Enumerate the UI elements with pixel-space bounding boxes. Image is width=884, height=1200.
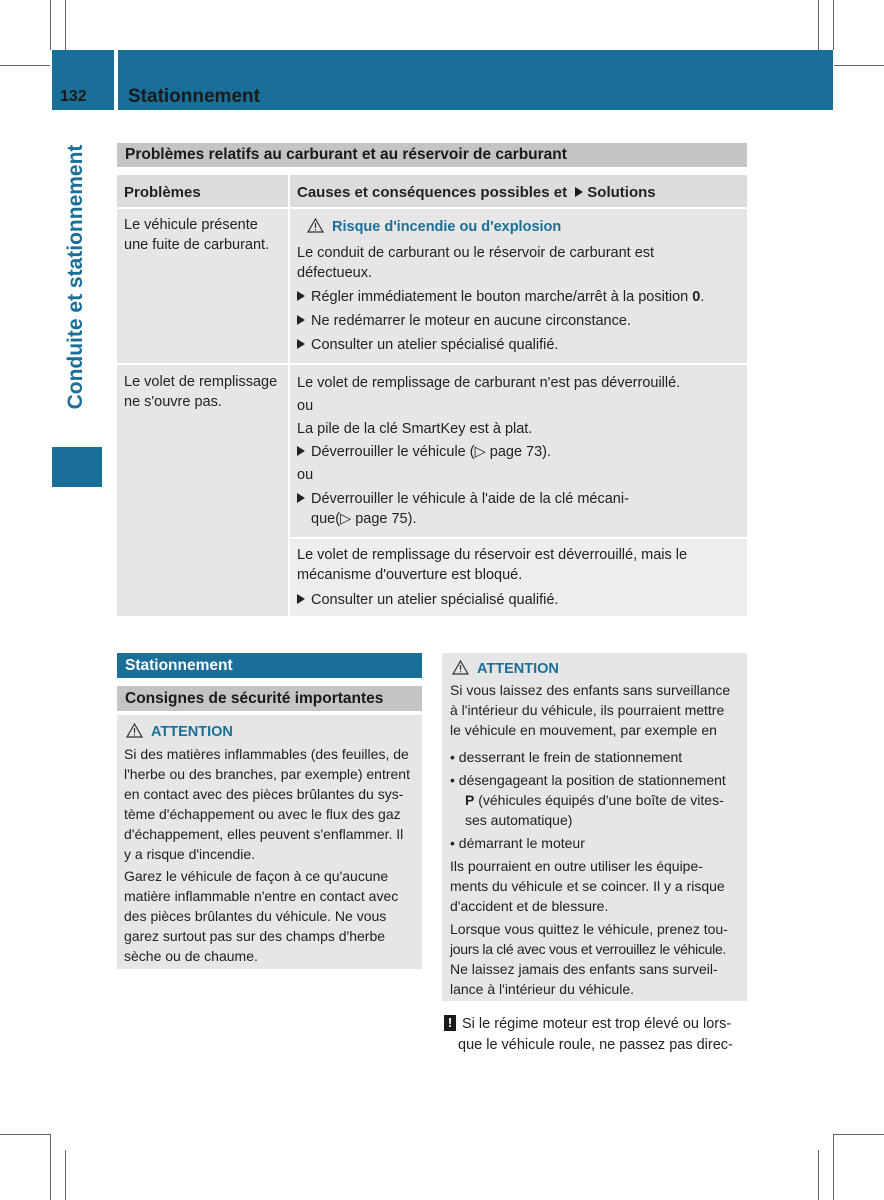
row2-step1-text: Déverrouiller le véhicule (▷ page 73). — [311, 444, 552, 460]
bullet-text: (véhicules équipés d'une boîte de vites- — [474, 792, 724, 808]
row1-step1-text: Régler immédiatement le bouton marche/arrêt à la position — [311, 289, 689, 305]
row1-problem-cell — [117, 209, 288, 363]
row1-causes-cell — [290, 209, 747, 363]
text-line: en contact avec des pièces brûlantes du sys- — [124, 786, 404, 802]
step-arrow-icon — [297, 315, 305, 325]
step-arrow-icon — [297, 493, 305, 503]
warning-icon — [126, 723, 143, 738]
step-arrow-icon — [297, 446, 305, 456]
page-number: 132 — [60, 88, 87, 105]
crop-mark — [833, 1134, 834, 1200]
text-line: sèche ou de chaume. — [124, 948, 258, 964]
header-title-bar — [118, 50, 833, 110]
row1-step2 — [297, 311, 741, 331]
bullet-text: désengageant la position de stationnement — [458, 772, 726, 788]
text-line: des pièces brûlantes du véhicule. Ne vous — [124, 908, 387, 924]
crop-mark — [50, 1134, 51, 1200]
row1-step3-text: Consulter un atelier spécialisé qualifié. — [311, 337, 559, 353]
left-warning-heading — [124, 721, 416, 742]
col-causes-label: Causes et conséquences possibles et — [297, 184, 568, 201]
crop-mark — [50, 0, 51, 50]
left-para1 — [124, 744, 416, 864]
page-number-bar — [52, 50, 114, 110]
col-problems-label: Problèmes — [124, 184, 201, 201]
row3-line1: Le volet de remplissage du réservoir est déverrouillé, mais le — [297, 547, 688, 563]
left-warning-label: ATTENTION — [151, 724, 233, 740]
note-line-1 — [444, 1014, 749, 1035]
table-title-text: Problèmes relatifs au carburant et au réservoir de carburant — [125, 146, 567, 163]
row1-warning-text: Risque d'incendie ou d'explosion — [332, 219, 562, 235]
row3-causes-cell — [290, 539, 747, 616]
note-block — [444, 1014, 749, 1056]
text-line: Si vous laissez des enfants sans surveillance — [450, 682, 731, 698]
text-line: Ne laissez jamais des enfants sans surveil- — [450, 961, 718, 977]
row1-step1 — [297, 287, 741, 307]
warning-icon — [452, 660, 469, 675]
right-bullet-2: • désengageant la position de stationnement — [450, 772, 726, 788]
row2-step2-cont: que(▷ page 75). — [311, 511, 417, 527]
text-line: Ils pourraient en outre utiliser les équipe- — [450, 858, 703, 874]
text-line: ments du véhicule et se coincer. Il y a risque — [450, 878, 725, 894]
row3-step1-text: Consulter un atelier spécialisé qualifié. — [311, 592, 559, 608]
text-line: y a risque d'incendie. — [124, 846, 256, 862]
text-line: garez surtout pas sur des champs d'herbe — [124, 928, 386, 944]
warning-icon — [307, 218, 324, 233]
row2-step2-text-a: Déverrouiller le véhicule à l'aide de la clé mécani- — [311, 491, 629, 507]
crop-mark — [834, 65, 884, 66]
crop-mark — [0, 1134, 50, 1135]
table-header-problems — [117, 175, 288, 207]
text-line: d'échappement, elles peuvent s'enflammer. Il — [124, 826, 404, 842]
text-line: Garez le véhicule de façon à ce qu'aucune — [124, 868, 389, 884]
row2-or1: ou — [297, 398, 314, 414]
crop-mark — [0, 65, 50, 66]
row3-step1 — [297, 590, 741, 610]
text-line: l'herbe ou des branches, par exemple) entrent — [124, 766, 410, 782]
row2-line2: La pile de la clé SmartKey est à plat. — [297, 421, 533, 437]
row1-step1-position: 0 — [692, 289, 701, 305]
text-line: d'accident et de blessure. — [450, 898, 609, 914]
row2-step2 — [297, 489, 741, 509]
row1-step3 — [297, 335, 741, 355]
row2-step1 — [297, 441, 741, 464]
row2-causes-cell — [290, 365, 747, 537]
step-arrow-icon — [297, 339, 305, 349]
row1-warning — [297, 217, 741, 237]
row2-problem: Le volet de remplissage ne s'ouvre pas. — [124, 374, 278, 410]
right-bullet-2-cont2: ses automatique) — [465, 812, 573, 828]
section-heading-stationnement — [117, 653, 422, 678]
text-line: jours la clé avec vous et verrouillez le véhicule. — [450, 941, 727, 957]
right-intro — [450, 680, 741, 740]
right-bullet-1: • desserrant le frein de stationnement — [450, 749, 683, 765]
chapter-label: Conduite et stationnement — [64, 144, 87, 410]
row3-line2: mécanisme d'ouverture est bloqué. — [297, 567, 523, 583]
right-para3 — [450, 919, 741, 999]
row2-problem-cell — [117, 365, 288, 616]
chapter-side-tab — [52, 112, 102, 487]
step-arrow-icon — [297, 594, 305, 604]
bullet-bold: P — [465, 792, 475, 808]
text-line: à l'intérieur du véhicule, ils pourraient mettre — [450, 702, 725, 718]
subsection-title: Consignes de sécurité importantes — [125, 690, 384, 707]
row2-line1: Le volet de remplissage de carburant n'est pas déverrouillé. — [297, 375, 681, 391]
page-header — [52, 50, 833, 110]
crop-mark — [818, 1150, 819, 1200]
table-title — [117, 143, 747, 167]
row2-or2: ou — [297, 467, 314, 483]
text-line: Si des matières inflammables (des feuilles, de — [124, 746, 409, 762]
arrow-icon — [575, 187, 583, 197]
section-title: Stationnement — [125, 657, 233, 674]
bullet-text: démarrant le moteur — [458, 835, 585, 851]
right-para2 — [450, 856, 741, 916]
left-warning-box — [117, 715, 422, 969]
chapter-marker — [52, 447, 102, 487]
crop-mark — [818, 0, 819, 50]
bullet-text: desserrant le frein de stationnement — [458, 749, 683, 765]
text-line: tème d'échappement ou avec le flux des gaz — [124, 806, 401, 822]
text-line: matière inflammable n'entre en contact avec — [124, 888, 399, 904]
text-line: lance à l'intérieur du véhicule. — [450, 981, 635, 997]
right-warning-label: ATTENTION — [477, 661, 559, 677]
table-header-causes — [290, 175, 747, 207]
crop-mark — [65, 1150, 66, 1200]
exclamation-icon: ! — [444, 1015, 456, 1031]
left-para2 — [124, 866, 416, 966]
subsection-heading — [117, 686, 422, 711]
step-arrow-icon — [297, 291, 305, 301]
row1-text: Le conduit de carburant ou le réservoir de carburant est défectueux. — [297, 245, 655, 281]
crop-mark — [833, 0, 834, 50]
right-warning-heading — [450, 658, 741, 679]
right-warning-box — [442, 653, 747, 1001]
note-line-2: que le véhicule roule, ne passez pas direc- — [458, 1037, 733, 1053]
crop-mark — [834, 1134, 884, 1135]
page-title: Stationnement — [128, 86, 260, 107]
text-line: Lorsque vous quittez le véhicule, prenez tou- — [450, 921, 728, 937]
crop-mark — [65, 0, 66, 50]
right-bullet-2-cont — [450, 790, 741, 810]
right-bullet-3: • démarrant le moteur — [450, 835, 585, 851]
row1-step2-text: Ne redémarrer le moteur en aucune circonstance. — [311, 313, 631, 329]
text-line: le véhicule en mouvement, par exemple en — [450, 722, 717, 738]
row1-step1-end: . — [700, 289, 705, 305]
row1-problem: Le véhicule présente une fuite de carburant. — [124, 217, 270, 253]
note-text: Si le régime moteur est trop élevé ou lors- — [462, 1016, 732, 1032]
col-solutions-label: Solutions — [587, 184, 656, 201]
